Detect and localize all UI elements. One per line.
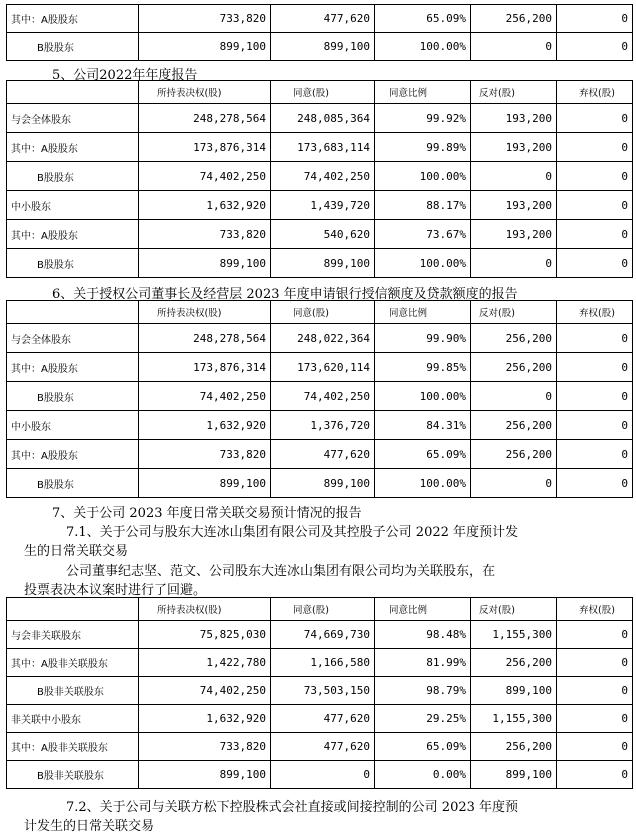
cell-value: 193,200: [471, 133, 557, 162]
cell-value: 733,820: [139, 440, 271, 469]
cell-value: 73,503,150: [271, 677, 375, 705]
table-row: [7, 104, 633, 133]
column-header: 反对(股): [471, 301, 557, 324]
cell-value: 0: [471, 469, 557, 498]
cell-value: 100.00%: [375, 33, 471, 61]
table-resolution-4-tail: [6, 4, 633, 61]
table-row: [7, 469, 633, 498]
row-label: 与会非关联股东: [7, 621, 139, 649]
row-label: 与会全体股东: [7, 104, 139, 133]
cell-value: 65.09%: [375, 440, 471, 469]
column-header: [7, 598, 139, 621]
table-row: [7, 440, 633, 469]
table-row: [7, 353, 633, 382]
column-header: 同意比例: [375, 598, 471, 621]
column-header: 同意(股): [271, 301, 375, 324]
cell-value: 0: [471, 33, 557, 61]
table-row: [7, 677, 633, 705]
row-label: B股股东: [7, 382, 139, 411]
cell-value: 0: [557, 649, 633, 677]
heading-item-6: 6、关于授权公司董事长及经营层 2023 年度申请银行授信额度及贷款额度的报告: [52, 287, 518, 302]
table-row: [7, 733, 633, 761]
cell-value: 899,100: [471, 677, 557, 705]
table-row: [7, 5, 633, 33]
table-row: [7, 220, 633, 249]
cell-value: 1,422,780: [139, 649, 271, 677]
cell-value: 100.00%: [375, 249, 471, 278]
cell-value: 477,620: [271, 440, 375, 469]
cell-value: 0: [557, 411, 633, 440]
cell-value: 0: [557, 324, 633, 353]
cell-value: 256,200: [471, 5, 557, 33]
note-line1: 公司董事纪志坚、范文、公司股东大连冰山集团有限公司均为关联股东，在: [66, 564, 496, 579]
column-header: 同意比例: [375, 81, 471, 104]
cell-value: 540,620: [271, 220, 375, 249]
cell-value: 75,825,030: [139, 621, 271, 649]
table-row: [7, 411, 633, 440]
row-label: 中小股东: [7, 411, 139, 440]
cell-value: 99.92%: [375, 104, 471, 133]
row-label: B股股东: [7, 162, 139, 191]
table-resolution-6: [6, 300, 633, 498]
table-resolution-7-1: [6, 597, 633, 789]
row-label: 其中：A股股东: [7, 353, 139, 382]
cell-value: 0: [557, 677, 633, 705]
column-header: 弃权(股): [557, 81, 633, 104]
cell-value: 256,200: [471, 733, 557, 761]
column-header: [7, 301, 139, 324]
cell-value: 0: [557, 353, 633, 382]
table-row: [7, 382, 633, 411]
row-label: 其中：A股非关联股东: [7, 733, 139, 761]
cell-value: 0: [557, 162, 633, 191]
table-row: [7, 162, 633, 191]
cell-value: 1,155,300: [471, 705, 557, 733]
cell-value: 899,100: [139, 249, 271, 278]
heading-item-5: 5、公司2022年年度报告: [52, 68, 198, 83]
column-header: 弃权(股): [557, 598, 633, 621]
cell-value: 0: [557, 733, 633, 761]
cell-value: 29.25%: [375, 705, 471, 733]
cell-value: 193,200: [471, 220, 557, 249]
cell-value: 248,278,564: [139, 104, 271, 133]
cell-value: 0: [557, 220, 633, 249]
cell-value: 0: [271, 761, 375, 789]
cell-value: 1,166,580: [271, 649, 375, 677]
cell-value: 899,100: [139, 761, 271, 789]
cell-value: 100.00%: [375, 162, 471, 191]
cell-value: 899,100: [271, 249, 375, 278]
cell-value: 0: [557, 104, 633, 133]
cell-value: 74,402,250: [139, 677, 271, 705]
cell-value: 256,200: [471, 353, 557, 382]
table-row: [7, 761, 633, 789]
cell-value: 173,683,114: [271, 133, 375, 162]
cell-value: 899,100: [271, 469, 375, 498]
cell-value: 74,402,250: [139, 162, 271, 191]
heading-item-7: 7、关于公司 2023 年度日常关联交易预计情况的报告: [52, 506, 362, 521]
cell-value: 88.17%: [375, 191, 471, 220]
cell-value: 256,200: [471, 649, 557, 677]
cell-value: 0: [557, 5, 633, 33]
cell-value: 899,100: [139, 33, 271, 61]
row-label: B股非关联股东: [7, 677, 139, 705]
note-line2: 投票表决本议案时进行了回避。: [24, 583, 207, 598]
cell-value: 256,200: [471, 324, 557, 353]
column-header: 反对(股): [471, 81, 557, 104]
heading-item-7-1-line2: 生的日常关联交易: [24, 544, 129, 559]
cell-value: 0: [471, 162, 557, 191]
cell-value: 65.09%: [375, 5, 471, 33]
cell-value: 248,278,564: [139, 324, 271, 353]
table-row: [7, 33, 633, 61]
cell-value: 0: [557, 761, 633, 789]
cell-value: 173,620,114: [271, 353, 375, 382]
table-header-row: [7, 598, 633, 621]
cell-value: 73.67%: [375, 220, 471, 249]
cell-value: 0: [557, 440, 633, 469]
cell-value: 100.00%: [375, 469, 471, 498]
row-label: B股非关联股东: [7, 761, 139, 789]
cell-value: 899,100: [271, 33, 375, 61]
cell-value: 0: [557, 133, 633, 162]
cell-value: 1,155,300: [471, 621, 557, 649]
cell-value: 0: [557, 249, 633, 278]
cell-value: 98.79%: [375, 677, 471, 705]
cell-value: 733,820: [139, 5, 271, 33]
cell-value: 99.85%: [375, 353, 471, 382]
column-header: 弃权(股): [557, 301, 633, 324]
row-label: 其中：A股股东: [7, 133, 139, 162]
table-row: [7, 191, 633, 220]
cell-value: 74,402,250: [271, 382, 375, 411]
cell-value: 899,100: [471, 761, 557, 789]
cell-value: 173,876,314: [139, 133, 271, 162]
cell-value: 0: [557, 621, 633, 649]
cell-value: 477,620: [271, 705, 375, 733]
cell-value: 0: [557, 191, 633, 220]
column-header: [7, 81, 139, 104]
table-resolution-5: [6, 80, 633, 278]
cell-value: 256,200: [471, 440, 557, 469]
cell-value: 1,632,920: [139, 705, 271, 733]
cell-value: 248,085,364: [271, 104, 375, 133]
cell-value: 477,620: [271, 733, 375, 761]
cell-value: 733,820: [139, 220, 271, 249]
cell-value: 0: [557, 705, 633, 733]
cell-value: 248,022,364: [271, 324, 375, 353]
cell-value: 74,402,250: [271, 162, 375, 191]
row-label: 其中：A股股东: [7, 440, 139, 469]
column-header: 同意比例: [375, 301, 471, 324]
cell-value: 98.48%: [375, 621, 471, 649]
cell-value: 0: [557, 382, 633, 411]
cell-value: 74,669,730: [271, 621, 375, 649]
table-header-row: [7, 81, 633, 104]
cell-value: 899,100: [139, 469, 271, 498]
table-row: [7, 621, 633, 649]
cell-value: 0: [471, 382, 557, 411]
row-label: 其中：A股股东: [7, 5, 139, 33]
cell-value: 0: [557, 33, 633, 61]
table-header-row: [7, 301, 633, 324]
row-label: 其中：A股非关联股东: [7, 649, 139, 677]
cell-value: 173,876,314: [139, 353, 271, 382]
cell-value: 1,439,720: [271, 191, 375, 220]
column-header: 所持表决权(股): [139, 598, 271, 621]
row-label: B股股东: [7, 33, 139, 61]
row-label: 中小股东: [7, 191, 139, 220]
cell-value: 1,376,720: [271, 411, 375, 440]
table-row: [7, 133, 633, 162]
cell-value: 193,200: [471, 191, 557, 220]
table-row: [7, 324, 633, 353]
table-row: [7, 649, 633, 677]
cell-value: 1,632,920: [139, 191, 271, 220]
cell-value: 99.89%: [375, 133, 471, 162]
cell-value: 0: [471, 249, 557, 278]
cell-value: 84.31%: [375, 411, 471, 440]
cell-value: 193,200: [471, 104, 557, 133]
row-label: 与会全体股东: [7, 324, 139, 353]
heading-item-7-2-line1: 7.2、关于公司与关联方松下控股株式会社直接或间接控制的公司 2023 年度预: [66, 800, 519, 815]
heading-item-7-1-line1: 7.1、关于公司与股东大连冰山集团有限公司及其控股子公司 2022 年度预计发: [66, 525, 519, 540]
row-label: 非关联中小股东: [7, 705, 139, 733]
cell-value: 74,402,250: [139, 382, 271, 411]
cell-value: 100.00%: [375, 382, 471, 411]
cell-value: 477,620: [271, 5, 375, 33]
cell-value: 99.90%: [375, 324, 471, 353]
row-label: B股股东: [7, 249, 139, 278]
cell-value: 733,820: [139, 733, 271, 761]
column-header: 同意(股): [271, 598, 375, 621]
column-header: 所持表决权(股): [139, 301, 271, 324]
cell-value: 65.09%: [375, 733, 471, 761]
cell-value: 81.99%: [375, 649, 471, 677]
column-header: 反对(股): [471, 598, 557, 621]
column-header: 同意(股): [271, 81, 375, 104]
row-label: 其中：A股股东: [7, 220, 139, 249]
cell-value: 256,200: [471, 411, 557, 440]
table-row: [7, 249, 633, 278]
table-row: [7, 705, 633, 733]
row-label: B股股东: [7, 469, 139, 498]
cell-value: 1,632,920: [139, 411, 271, 440]
column-header: 所持表决权(股): [139, 81, 271, 104]
cell-value: 0: [557, 469, 633, 498]
cell-value: 0.00%: [375, 761, 471, 789]
heading-item-7-2-line2: 计发生的日常关联交易: [24, 819, 155, 834]
